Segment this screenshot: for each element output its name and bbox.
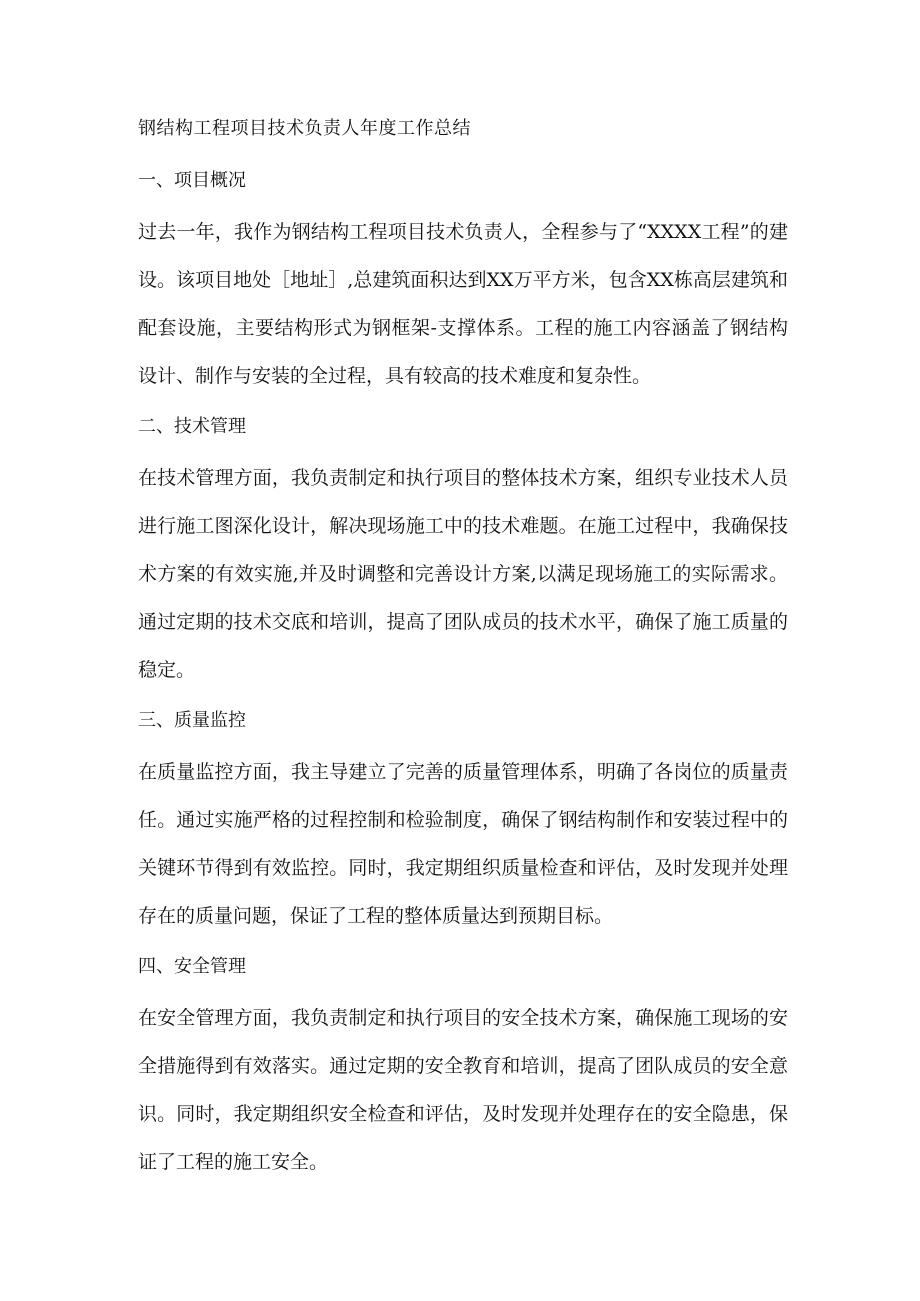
section-paragraph: 在安全管理方面，我负责制定和执行项目的安全技术方案，确保施工现场的安全措施得到有效落实。通过定期的安全教育和培训，提高了团队成员的安全意识。同时，我定期组织安全检查和评估，及时发现并处理存在的安全隐患，保证了工程的施工安全。 [138, 1007, 788, 1173]
section-technical-management [138, 414, 788, 694]
section-heading: 二、技术管理 [138, 416, 246, 437]
section-quality-control [138, 708, 788, 940]
section-heading: 三、质量监控 [138, 710, 246, 731]
document-page [138, 116, 788, 1200]
section-paragraph: 过去一年，我作为钢结构工程项目技术负责人，全程参与了“XXXX工程”的建设。该项目地处［地址］,总建筑面积达到XX万平方米，包含XX栋高层建筑和配套设施，主要结构形式为钢框架-支撑体系。工程的施工内容涵盖了钢结构设计、制作与安装的全过程，具有较高的技术难度和复杂性。 [138, 221, 788, 387]
section-paragraph: 在技术管理方面，我负责制定和执行项目的整体技术方案，组织专业技术人员进行施工图深化设计，解决现场施工中的技术难题。在施工过程中，我确保技术方案的有效实施,并及时调整和完善设计方案,以满足现场施工的实际需求。通过定期的技术交底和培训，提高了团队成员的技术水平，确保了施工质量的稳定。 [138, 467, 788, 681]
section-safety-management [138, 954, 788, 1186]
section-paragraph: 在质量监控方面，我主导建立了完善的质量管理体系，明确了各岗位的质量责任。通过实施严格的过程控制和检验制度，确保了钢结构制作和安装过程中的关键环节得到有效监控。同时，我定期组织质量检查和评估，及时发现并处理存在的质量问题，保证了工程的整体质量达到预期目标。 [138, 761, 788, 927]
document-title: 钢结构工程项目技术负责人年度工作总结 [138, 118, 471, 139]
section-project-overview [138, 168, 788, 400]
section-heading: 四、安全管理 [138, 956, 246, 977]
section-heading: 一、项目概况 [138, 170, 246, 191]
